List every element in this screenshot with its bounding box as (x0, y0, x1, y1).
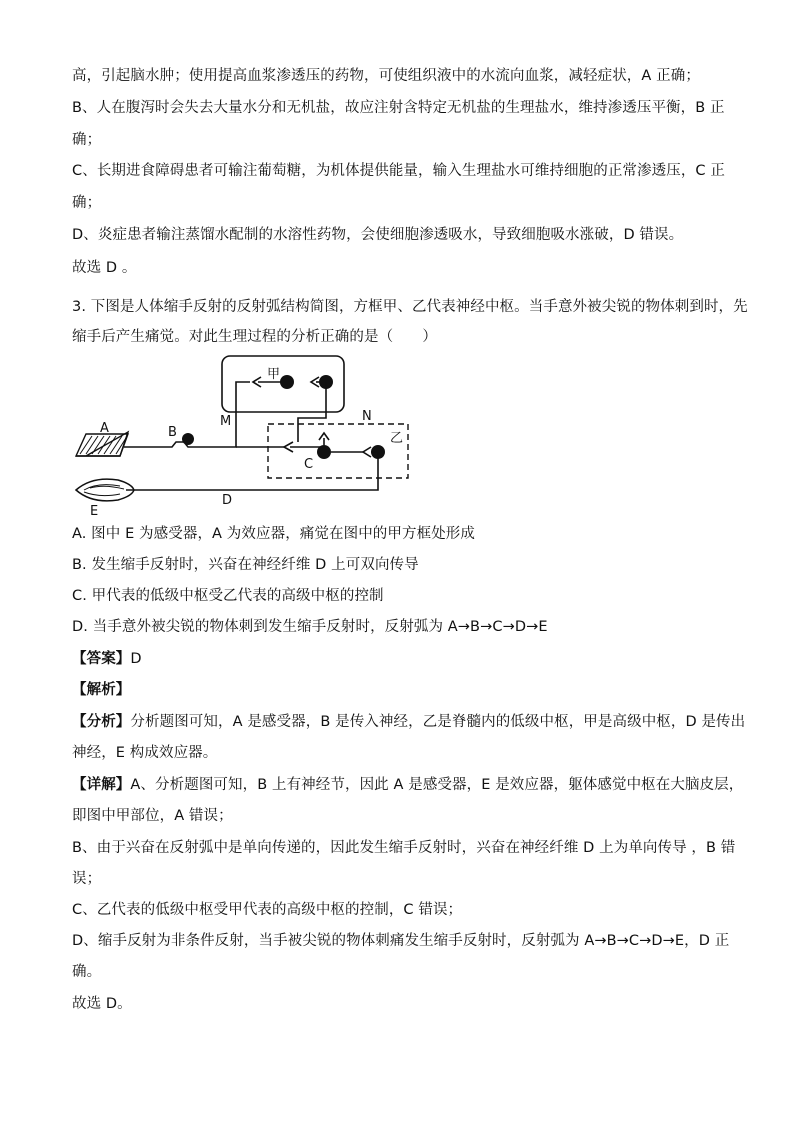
xiangjie-tag: 【详解】 (72, 777, 131, 793)
label-m: M (220, 414, 232, 429)
answer-line (72, 649, 732, 669)
answer-tag: 【答案】 (72, 651, 131, 667)
xiangjie-text: A、分析题图可知，B 上有神经节，因此 A 是感受器，E 是效应器，躯体感觉中枢在大脑皮层， (130, 777, 744, 793)
text-line: D、炎症患者输注蒸馏水配制的水溶性药物，会使细胞渗透吸水，导致细胞吸水涨破，D 错误。 (72, 227, 684, 243)
label-yi: 乙 (390, 431, 404, 446)
option-c: C. 甲代表的低级中枢受乙代表的高级中枢的控制 (72, 588, 384, 604)
option-a: A. 图中 E 为感受器，A 为效应器，痛觉在图中的甲方框处形成 (72, 526, 475, 542)
xiangjie-line: 误； (72, 871, 102, 887)
label-b: B (168, 425, 177, 440)
label-c: C (304, 457, 314, 472)
fenxi-text: 分析题图可知，A 是感受器，B 是传入神经，乙是脊髓内的低级中枢，甲是高级中枢，D 是传出 (130, 714, 746, 730)
fenxi-line (72, 712, 746, 732)
xiangjie-line (72, 775, 744, 795)
effector-e (76, 479, 134, 501)
text-line: 高，引起脑水肿；使用提高血浆渗透压的药物，可使组织液中的水流向血浆，减轻症状，A 正确； (72, 68, 700, 84)
ganglion-b (182, 433, 194, 445)
answer-value: D (130, 651, 142, 667)
reflex-arc-diagram (72, 352, 432, 522)
label-d: D (222, 493, 233, 508)
label-jia: 甲 (267, 367, 281, 382)
text-line: 故选 D 。 (72, 260, 137, 276)
xiangjie-line: B、由于兴奋在反射弧中是单向传递的，因此发生缩手反射时，兴奋在神经纤维 D 上为单向传导 ，B 错 (72, 840, 736, 856)
label-n: N (362, 409, 372, 424)
interneuron-c (317, 445, 331, 459)
question-stem: 3. 下图是人体缩手反射的反射弧结构简图，方框甲、乙代表神经中枢。当手意外被尖锐的物体刺到时，先 (72, 299, 748, 315)
fenxi-tag: 【分析】 (72, 714, 131, 730)
label-e: E (90, 504, 99, 519)
text-line: C、长期进食障碍患者可输注葡萄糖，为机体提供能量，输入生理盐水可维持细胞的正常渗透压，C 正 (72, 163, 725, 179)
analysis-heading (72, 680, 732, 700)
text-line: B、人在腹泻时会失去大量水分和无机盐，故应注射含特定无机盐的生理盐水，维持渗透压平衡，B 正 (72, 100, 725, 116)
xiangjie-line: 故选 D。 (72, 996, 132, 1012)
xiangjie-line: 确。 (72, 964, 102, 980)
center-yi-box (268, 424, 408, 478)
label-a: A (100, 421, 109, 436)
xiangjie-line: 即图中甲部位，A 错误； (72, 808, 233, 824)
option-d: D. 当手意外被尖锐的物体刺到发生缩手反射时，反射弧为 A→B→C→D→E (72, 619, 548, 635)
xiangjie-line: C、乙代表的低级中枢受甲代表的高级中枢的控制，C 错误； (72, 902, 463, 918)
text-line: 确； (72, 132, 102, 148)
analysis-tag: 【解析】 (72, 682, 131, 698)
efferent-nerve-d (126, 452, 378, 490)
question-stem: 缩手后产生痛觉。对此生理过程的分析正确的是（ ） (72, 329, 437, 345)
fenxi-line: 神经，E 构成效应器。 (72, 745, 218, 761)
xiangjie-line: D、缩手反射为非条件反射，当手被尖锐的物体刺痛发生缩手反射时，反射弧为 A→B→C→D→E，D 正 (72, 933, 730, 949)
text-line: 确； (72, 195, 102, 211)
option-b: B. 发生缩手反射时，兴奋在神经纤维 D 上可双向传导 (72, 557, 419, 573)
